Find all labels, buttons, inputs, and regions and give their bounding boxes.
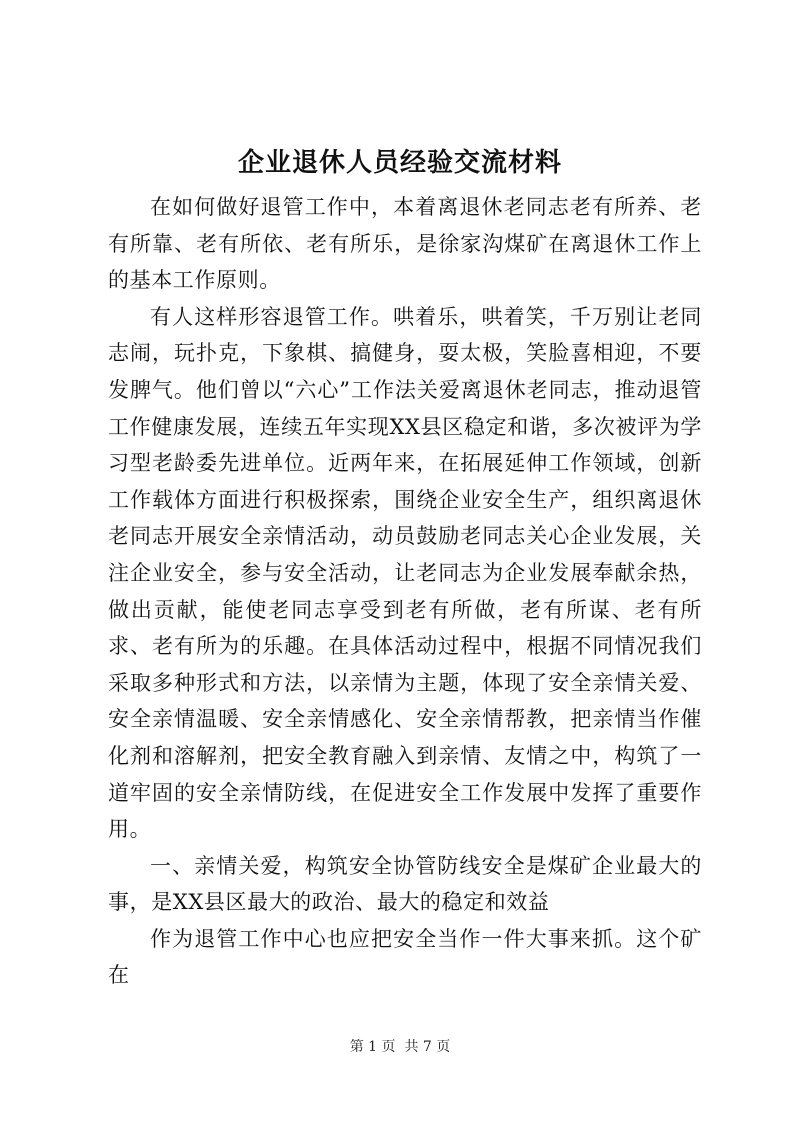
- paragraph-intro: 在如何做好退管工作中，本着离退休老同志老有所养、老有所靠、老有所依、老有所乐，是徐家沟煤矿在离退休工作上的基本工作原则。: [108, 195, 702, 293]
- page-footer: [0, 1038, 800, 1056]
- section-heading-one: 一、亲情关爱，构筑安全协管防线安全是煤矿企业最大的事，是XX县区最大的政治、最大的稳定和效益: [108, 853, 702, 915]
- document-title: 企业退休人员经验交流材料: [237, 148, 562, 178]
- document-body: [108, 189, 702, 994]
- paragraph-description: 有人这样形容退管工作。哄着乐，哄着笑，千万别让老同志闹，玩扑克，下象棋、搞健身，耍太极，笑脸喜相迎，不要发脾气。他们曾以“六心”工作法关爱离退休老同志，推动退管工作健康发展，连续五年实现XX县区稳定和谐，多次被评为学习型老龄委先进单位。近两年来，在拓展延伸工作领域，创新工作载体方面进行积极探索，围绕企业安全生产，组织离退休老同志开展安全亲情活动，动员鼓励老同志关心企业发展，关注企业安全，参与安全活动，让老同志为企业发展奉献余热，做出贡献，能使老同志享受到老有所做，老有所谋、老有所求、老有所为的乐趣。在具体活动过程中，根据不同情况我们采取多种形式和方法，以亲情为主题，体现了安全亲情关爱、安全亲情温暖、安全亲情感化、安全亲情帮教，把亲情当作催化剂和溶解剂，把安全教育融入到亲情、友情之中，构筑了一道牢固的安全亲情防线，在促进安全工作发展中发挥了重要作用。: [108, 304, 702, 842]
- page-number-label: 第 1 页 共 7 页: [349, 1039, 451, 1055]
- paragraph-section-one: 作为退管工作中心也应把安全当作一件大事来抓。这个矿在: [108, 926, 702, 988]
